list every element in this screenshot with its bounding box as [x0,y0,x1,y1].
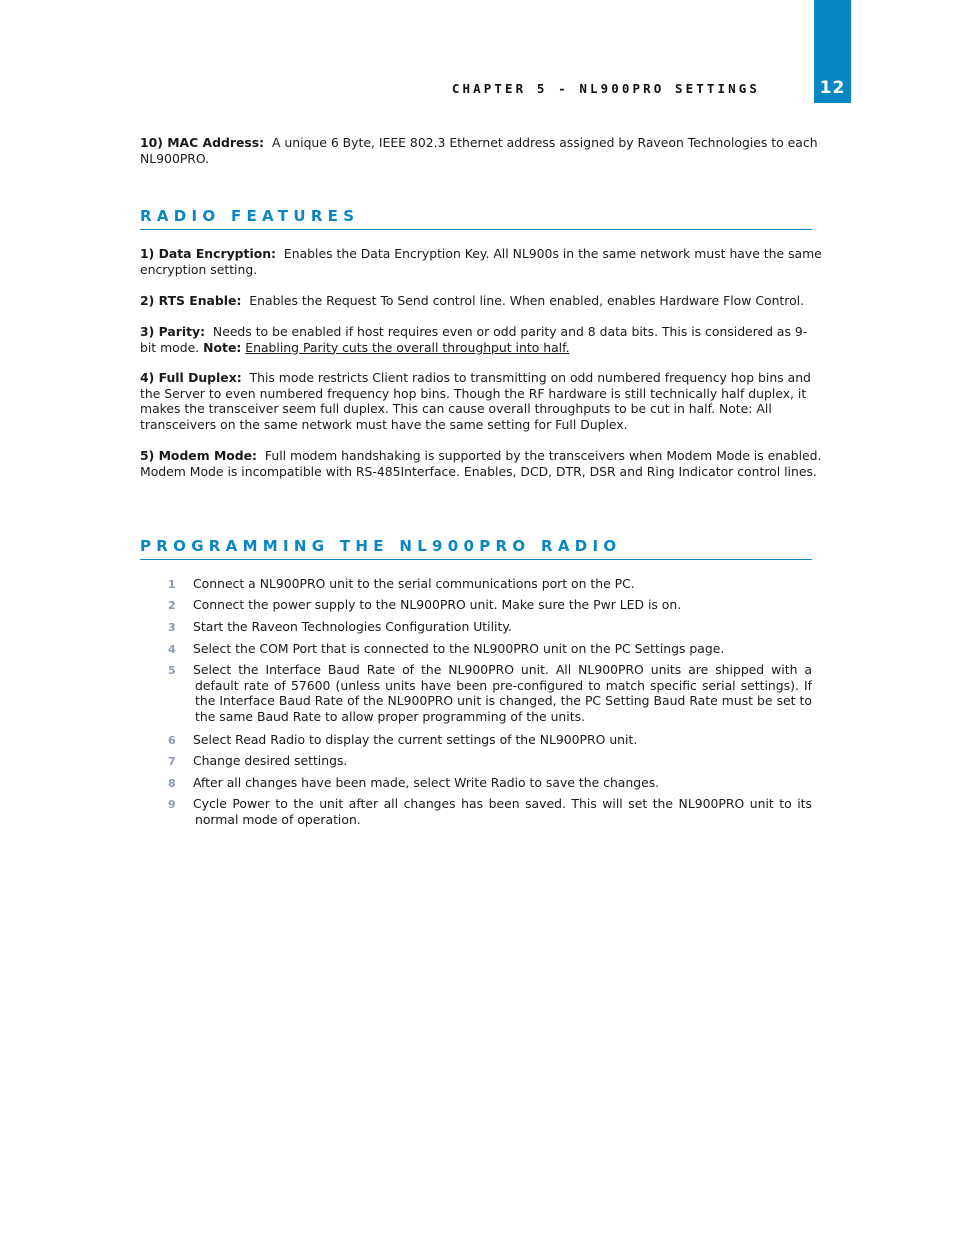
feature-text: Enables the Request To Send control line. When enabled, enables Hardware Flow Control. [249,293,805,308]
step-text: Select the Interface Baud Rate of the NL900PRO unit. All NL900PRO units are shipped with a default rate of 57600 (unless units have been pre-configured to match specific serial settings). If the Interface Baud Rate of the NL900PRO unit is changed, the PC Setting Baud Rate must be set to the same Baud Rate to allow proper programming of the units. [193,662,812,724]
mac-address-text: A unique 6 Byte, IEEE 802.3 Ethernet address assigned by Raveon Technologies to each NL900PRO. [140,135,818,166]
mac-address-paragraph [140,135,822,166]
programming-step [140,641,812,657]
feature-label: 3) Parity: [140,324,206,339]
feature-rts-enable [140,293,822,309]
feature-data-encryption [140,246,822,277]
step-number: 6 [168,734,176,747]
feature-full-duplex [140,370,822,432]
programming-step [140,576,812,592]
chapter-header: CHAPTER 5 - NL900PRO SETTINGS [451,81,760,96]
feature-text: Enables the Data Encryption Key. All NL900s in the same network must have the same encryption setting. [140,246,822,277]
programming-step [140,732,812,748]
parity-note-label: Note: [203,339,242,355]
step-text: Connect the power supply to the NL900PRO unit. Make sure the Pwr LED is on. [193,597,682,612]
step-number: 3 [168,621,176,634]
step-number: 2 [168,599,176,612]
programming-step [140,753,812,769]
page-number-tab [814,0,851,103]
mac-address-label: 10) MAC Address: [140,135,265,150]
step-text: After all changes have been made, select Write Radio to save the changes. [193,775,660,790]
step-text: Start the Raveon Technologies Configuration Utility. [193,619,512,634]
step-text: Select Read Radio to display the current settings of the NL900PRO unit. [193,732,638,747]
feature-label: 5) Modem Mode: [140,448,258,463]
feature-text: This mode restricts Client radios to transmitting on odd numbered frequency hop bins and the Server to even numbered frequency hop bins. Though the RF hardware is still technically half duplex, it makes the transceiver seem full duplex. This can cause overall throughputs to be cut in half. Note: All transceivers on the same network must have the same setting for Full Duplex. [140,370,811,432]
step-number: 5 [168,664,176,677]
feature-text: Full modem handshaking is supported by the transceivers when Modem Mode is enabled. Modem Mode is incompatible with RS-485Interface. Enables, DCD, DTR, DSR and Ring Indicator control lines. [140,448,822,479]
feature-parity [140,324,822,355]
programming-step [140,775,812,791]
step-text: Connect a NL900PRO unit to the serial communications port on the PC. [193,576,635,591]
programming-step [140,796,812,827]
feature-modem-mode [140,448,822,479]
step-text: Cycle Power to the unit after all changes has been saved. This will set the NL900PRO unit to its normal mode of operation. [193,796,812,827]
step-text: Change desired settings. [193,753,348,768]
feature-label: 1) Data Encryption: [140,246,276,261]
programming-step [140,662,812,724]
page-number: 12 [819,78,846,98]
radio-features-heading: RADIO FEATURES [140,207,812,230]
programming-step [140,619,812,635]
step-number: 8 [168,777,176,790]
feature-label: 2) RTS Enable: [140,293,242,308]
step-number: 9 [168,798,176,811]
step-text: Select the COM Port that is connected to the NL900PRO unit on the PC Settings page. [193,641,725,656]
programming-step [140,597,812,613]
programming-heading: PROGRAMMING THE NL900PRO RADIO [140,537,812,560]
parity-note-text: Enabling Parity cuts the overall throughput into half. [245,339,570,355]
step-number: 1 [168,578,176,591]
feature-text: Needs to be enabled if host requires even or odd parity and 8 data bits. This is considered as 9-bit mode. [140,324,808,355]
feature-label: 4) Full Duplex: [140,370,242,385]
step-number: 7 [168,755,176,768]
step-number: 4 [168,643,176,656]
